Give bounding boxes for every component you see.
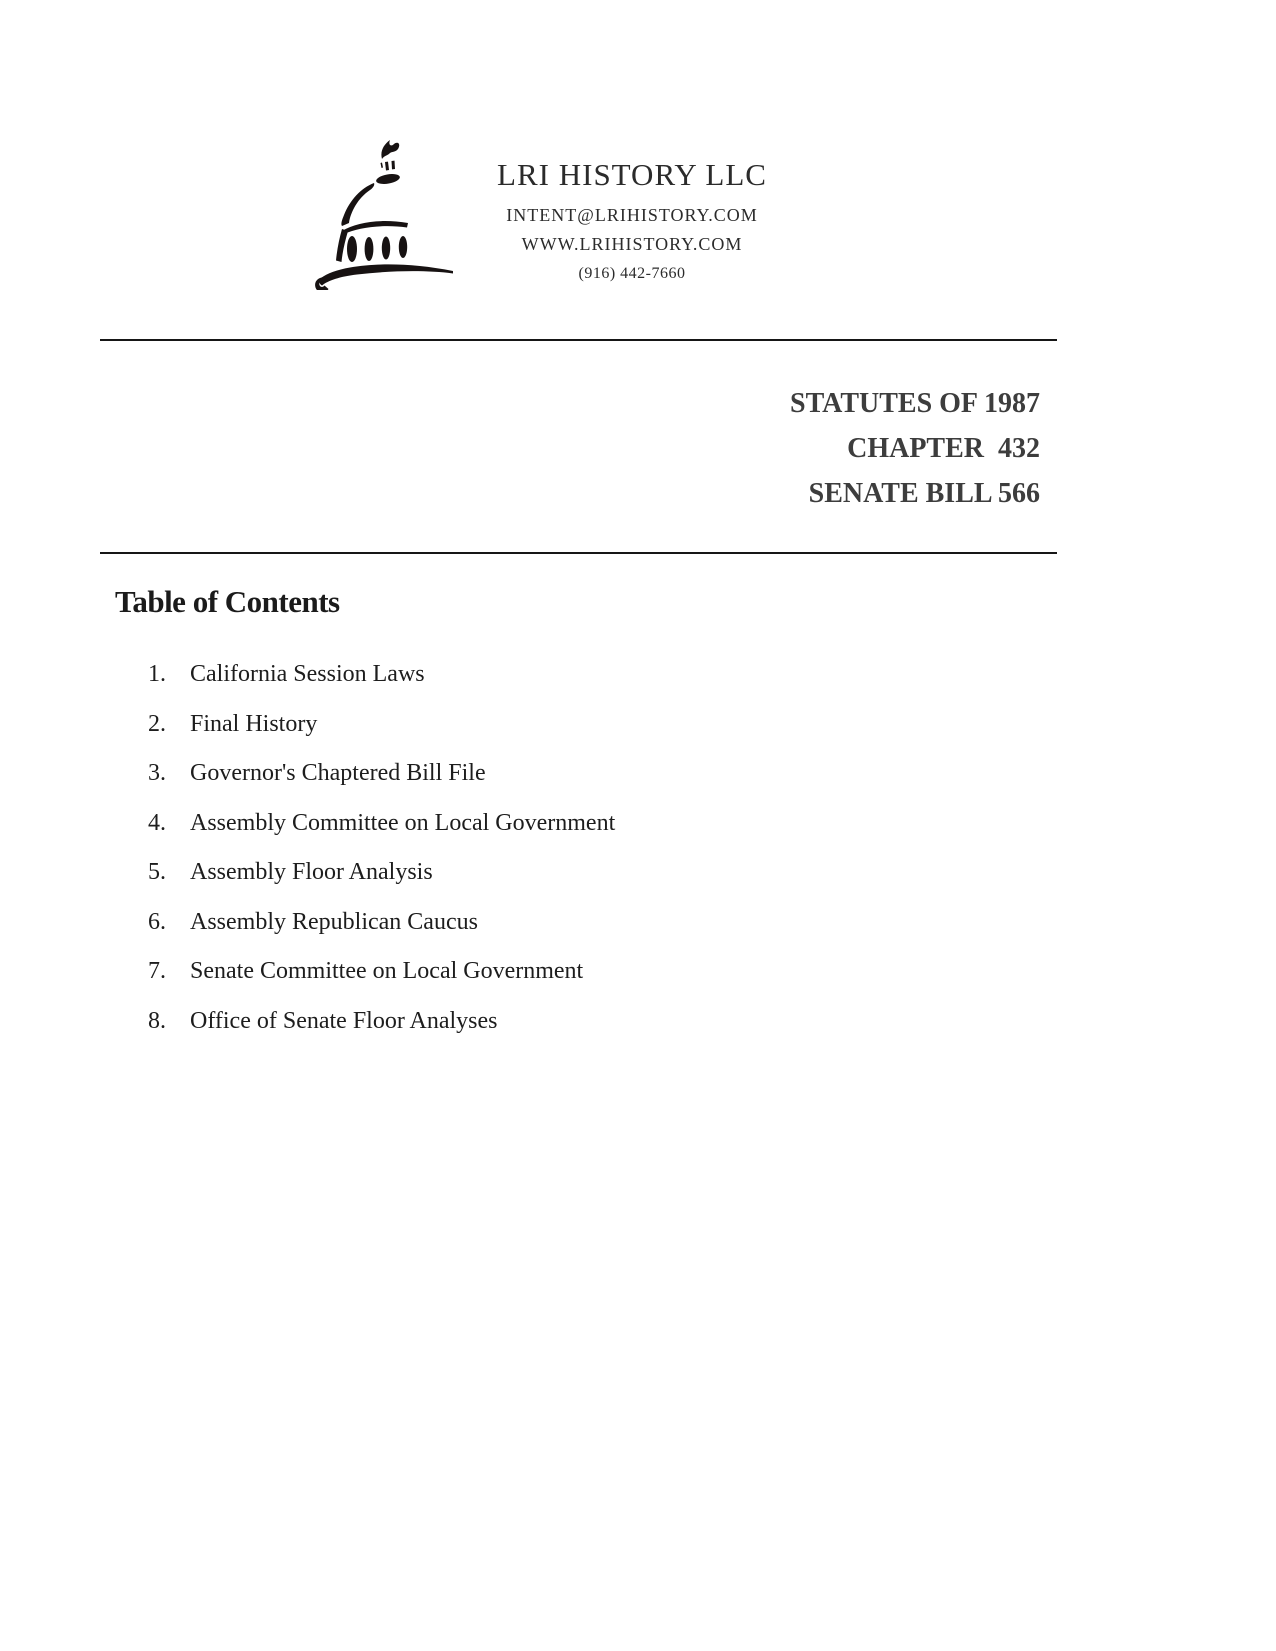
toc-item <box>148 799 615 849</box>
chapter-line: CHAPTER 432 <box>847 433 1040 464</box>
contact-email: INTENT@LRIHISTORY.COM <box>506 205 758 225</box>
divider-bottom <box>100 552 1057 554</box>
letterhead <box>450 158 814 283</box>
toc-item-label: Assembly Committee on Local Government <box>190 809 616 836</box>
toc-item-number: 7. <box>148 958 166 984</box>
toc-title: Table of Contents <box>115 584 340 619</box>
toc-item-number: 6. <box>148 908 166 935</box>
divider-top <box>100 339 1057 341</box>
contact-phone: (916) 442-7660 <box>578 265 686 282</box>
toc-item-number: 1. <box>148 661 166 687</box>
toc-item <box>148 997 615 1047</box>
toc-item-label: Senate Committee on Local Government <box>190 958 584 984</box>
document-info <box>790 381 1040 516</box>
toc-item <box>148 947 615 997</box>
contact-website: WWW.LRIHISTORY.COM <box>521 234 743 254</box>
toc-item-number: 8. <box>148 1007 166 1034</box>
toc-list <box>148 650 615 1046</box>
statutes-line: STATUTES OF 1987 <box>790 388 1040 419</box>
toc-item-label: Office of Senate Floor Analyses <box>190 1007 498 1034</box>
senate-bill-line: SENATE BILL 566 <box>808 478 1040 509</box>
toc-item <box>148 650 615 700</box>
toc-item <box>148 749 615 799</box>
toc-item-label: Assembly Floor Analysis <box>190 859 433 885</box>
toc-item-label: Final History <box>190 710 318 737</box>
toc-item <box>148 848 615 898</box>
toc-item-number: 2. <box>148 710 166 737</box>
toc-item-number: 4. <box>148 809 166 836</box>
toc-item-number: 3. <box>148 760 166 786</box>
company-name: LRI HISTORY LLC <box>497 157 767 192</box>
toc-item-number: 5. <box>148 859 166 885</box>
toc-item-label: Assembly Republican Caucus <box>190 908 478 935</box>
toc-item-label: Governor's Chaptered Bill File <box>190 760 486 786</box>
toc-item <box>148 700 615 750</box>
toc-item-label: California Session Laws <box>190 661 425 687</box>
company-logo <box>295 120 455 290</box>
toc-item <box>148 898 615 948</box>
capitol-dome-icon <box>295 120 455 290</box>
